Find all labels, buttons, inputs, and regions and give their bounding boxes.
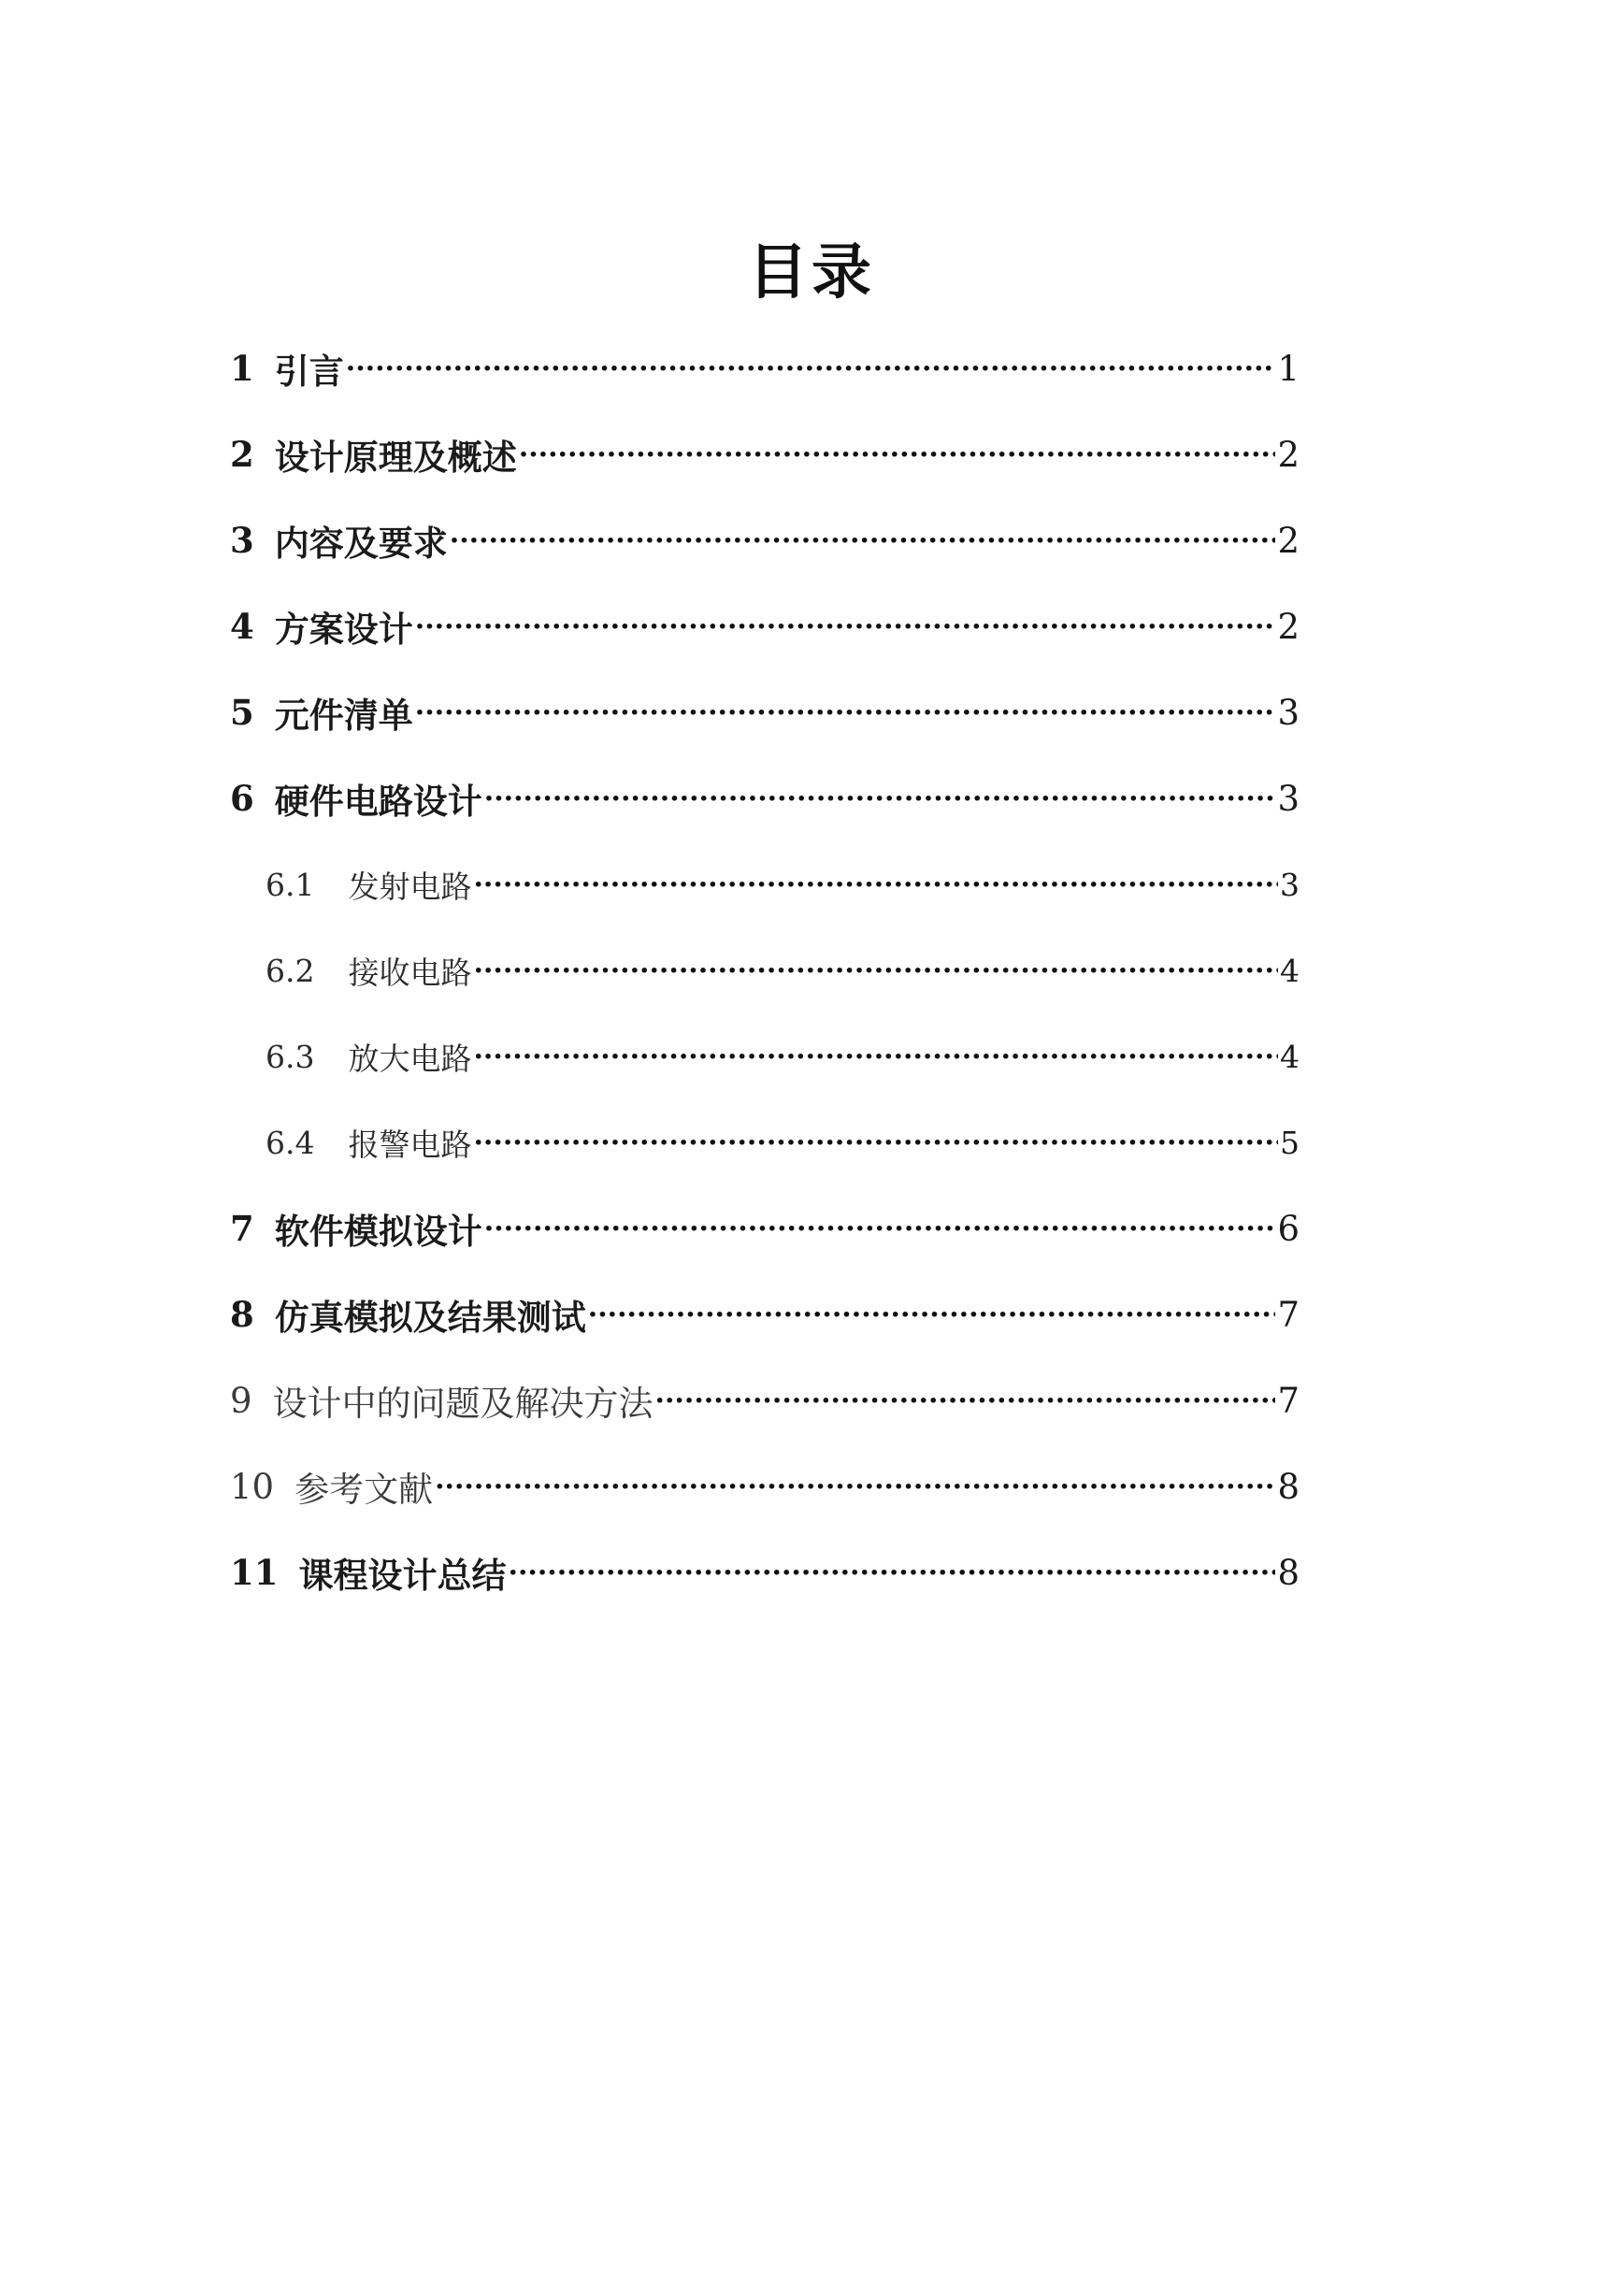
toc-entry-label: 参考文献: [294, 1470, 434, 1510]
toc-entry-number: 3: [230, 520, 254, 561]
toc-dot-leader: [450, 524, 1276, 557]
toc-entry[interactable]: [230, 1443, 1300, 1529]
toc-entry[interactable]: [230, 325, 1300, 411]
toc-entry[interactable]: [230, 755, 1300, 841]
toc-dot-leader: [435, 1471, 1275, 1503]
toc-entry-page: 3: [1280, 866, 1300, 903]
toc-entry[interactable]: [230, 497, 1300, 583]
toc-dot-leader: [473, 868, 1278, 901]
toc-entry-page: 6: [1277, 1208, 1300, 1249]
toc-title: 目录: [748, 237, 875, 308]
toc-entry[interactable]: [230, 1529, 1300, 1615]
toc-entry-label: 接收电路: [348, 954, 472, 991]
toc-entry-page: 2: [1277, 520, 1300, 561]
toc-dot-leader: [484, 782, 1276, 815]
toc-entry-number: 6.3: [266, 1038, 315, 1075]
toc-entry-label: 软件模拟设计: [274, 1211, 482, 1252]
toc-entry-number: 8: [230, 1294, 254, 1335]
toc-entry-label: 放大电路: [348, 1040, 472, 1077]
toc-dot-leader: [346, 352, 1276, 385]
toc-entry-label: 硬件电路设计: [274, 781, 482, 822]
toc-dot-leader: [484, 1213, 1276, 1245]
toc-entry-number: 10: [230, 1466, 275, 1507]
toc-entry-number: 5: [230, 692, 254, 733]
toc-entry[interactable]: [230, 411, 1300, 497]
toc-entry-page: 3: [1277, 692, 1300, 733]
toc-entry-page: 1: [1277, 348, 1300, 389]
toc-dot-leader: [473, 954, 1278, 987]
toc-entry-label: 仿真模拟及结果测试: [274, 1297, 586, 1338]
toc-subentry[interactable]: [230, 927, 1300, 1013]
toc-entry-page: 4: [1280, 952, 1300, 989]
toc-entry-page: 5: [1280, 1124, 1300, 1161]
toc-entry[interactable]: [230, 1271, 1300, 1357]
toc-entry[interactable]: [230, 669, 1300, 755]
toc-entry-page: 3: [1277, 778, 1300, 819]
toc-entry-number: 6.4: [266, 1124, 315, 1161]
toc-entry-number: 1: [230, 348, 254, 389]
toc-entry-label: 引言: [274, 351, 344, 392]
toc-entry-label: 设计原理及概述: [274, 437, 517, 478]
toc-subentry[interactable]: [230, 1099, 1300, 1185]
toc-entry-page: 8: [1277, 1466, 1300, 1507]
toc-entry-label: 设计中的问题及解决方法: [272, 1384, 654, 1424]
toc-entry-label: 方案设计: [274, 609, 413, 650]
toc-entry-number: 6.2: [266, 952, 315, 989]
toc-list: [230, 325, 1300, 1615]
toc-entry-number: 2: [230, 434, 254, 475]
toc-dot-leader: [473, 1040, 1278, 1073]
toc-entry-label: 报警电路: [348, 1126, 472, 1163]
toc-entry-number: 9: [230, 1380, 252, 1421]
toc-dot-leader: [415, 696, 1276, 729]
toc-entry-number: 4: [230, 606, 254, 647]
toc-entry-number: 6: [230, 778, 254, 819]
toc-entry-page: 7: [1277, 1380, 1300, 1421]
toc-entry[interactable]: [230, 583, 1300, 669]
toc-subentry[interactable]: [230, 1013, 1300, 1099]
toc-entry[interactable]: [230, 1185, 1300, 1271]
toc-dot-leader: [509, 1557, 1276, 1589]
toc-dot-leader: [415, 610, 1276, 643]
toc-entry-page: 7: [1277, 1294, 1300, 1335]
toc-entry-label: 内容及要求: [274, 523, 448, 564]
toc-dot-leader: [588, 1299, 1276, 1331]
toc-entry-number: 11: [230, 1552, 279, 1593]
toc-entry-number: 6.1: [266, 866, 315, 903]
toc-subentry[interactable]: [230, 841, 1300, 927]
toc-entry-label: 课程设计总结: [298, 1555, 507, 1596]
toc-entry-label: 发射电路: [348, 868, 472, 905]
toc-entry-page: 4: [1280, 1038, 1300, 1075]
toc-entry-label: 元件清单: [274, 695, 413, 736]
toc-entry-page: 2: [1277, 434, 1300, 475]
toc-dot-leader: [655, 1385, 1276, 1417]
toc-entry-page: 2: [1277, 606, 1300, 647]
toc-entry[interactable]: [230, 1357, 1300, 1443]
toc-dot-leader: [519, 438, 1276, 471]
toc-dot-leader: [473, 1126, 1278, 1159]
toc-entry-number: 7: [230, 1208, 254, 1249]
toc-entry-page: 8: [1277, 1552, 1300, 1593]
